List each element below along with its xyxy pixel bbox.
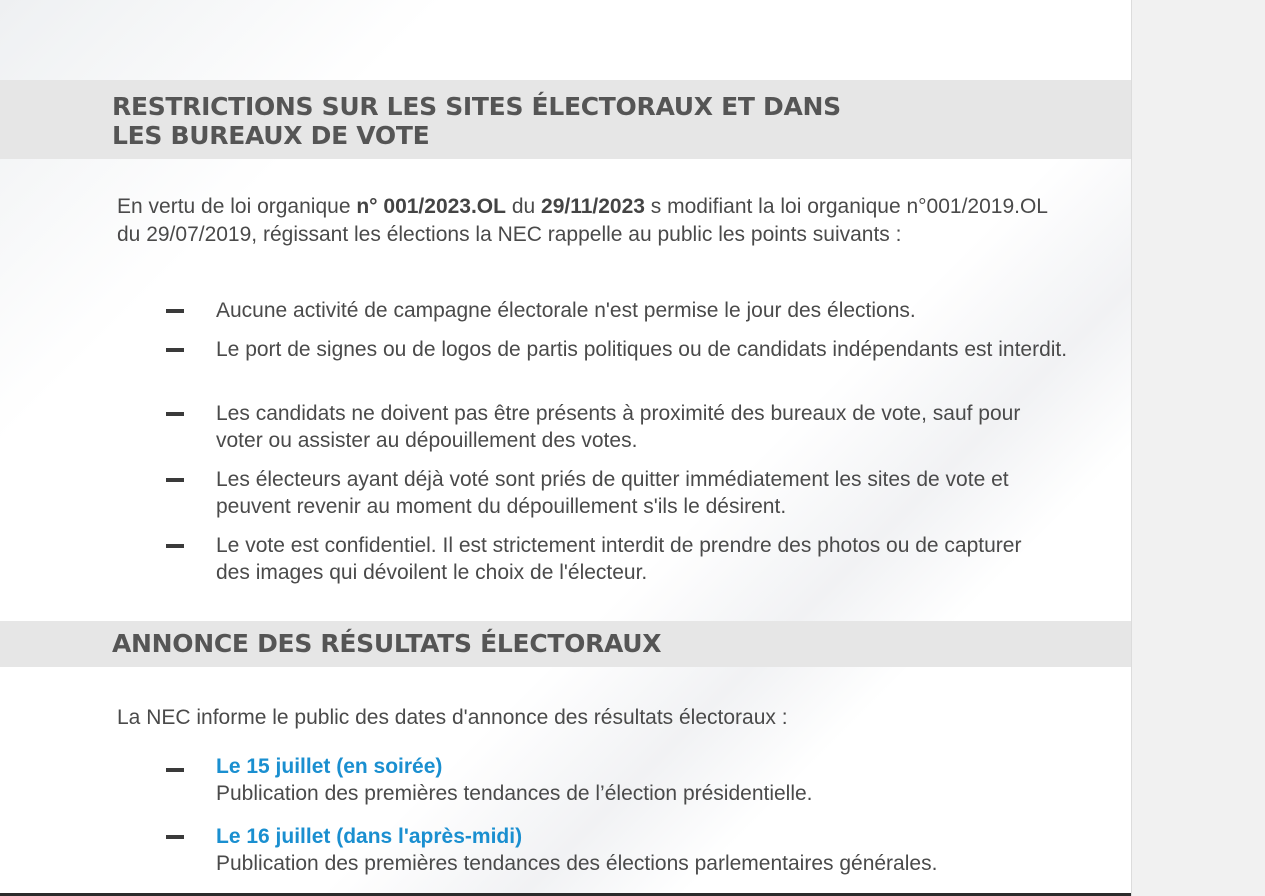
list-item: [216, 400, 1046, 454]
list-item: [216, 823, 1096, 877]
dash-bullet-icon: [166, 348, 184, 352]
section-title-restrictions: RESTRICTIONS SUR LES SITES ÉLECTORAUX ET DANS LES BUREAUX DE VOTE: [112, 92, 841, 150]
list-item-text: Le vote est confidentiel. Il est strictement interdit de prendre des photos ou de capturer des images qui dévoilent le choix de l'électeur.: [216, 534, 1022, 584]
intro-text: En vertu de loi organique: [117, 195, 357, 218]
announcement-date: Le 15 juillet (en soirée): [216, 755, 443, 778]
side-panel: [1131, 0, 1265, 896]
dash-bullet-icon: [166, 478, 184, 482]
announcement-text: Publication des premières tendances des élections parlementaires générales.: [216, 852, 938, 875]
law-date: 29/11/2023: [541, 195, 645, 218]
law-number: n° 001/2023.OL: [356, 195, 506, 218]
dash-bullet-icon: [166, 768, 184, 772]
list-item-text: Le port de signes ou de logos de partis politiques ou de candidats indépendants est interdit.: [216, 338, 1068, 361]
dash-bullet-icon: [166, 835, 184, 839]
section-title-results: ANNONCE DES RÉSULTATS ÉLECTORAUX: [112, 629, 662, 658]
results-intro: La NEC informe le public des dates d'annonce des résultats électoraux :: [117, 706, 788, 729]
list-item: [216, 466, 1026, 520]
announcement-text: Publication des premières tendances de l’élection présidentielle.: [216, 782, 813, 805]
section-header-restrictions: [0, 80, 1131, 159]
intro-text: du: [505, 195, 542, 218]
restrictions-intro: [117, 193, 1057, 249]
list-item-text: Aucune activité de campagne électorale n'est permise le jour des élections.: [216, 299, 916, 322]
announcement-date: Le 16 juillet (dans l'après-midi): [216, 825, 523, 848]
dash-bullet-icon: [166, 544, 184, 548]
list-item: [216, 336, 1076, 363]
list-item: [216, 297, 1096, 324]
intro-text: s modifiant la loi organique n°001/2019.OL du 29/07/2019, régissant les élections la NEC rappelle au public les points suivants :: [117, 195, 1048, 246]
list-item-text: Les électeurs ayant déjà voté sont priés de quitter immédiatement les sites de vote et peuvent revenir au moment du dépouillement s'ils le désirent.: [216, 468, 1009, 518]
list-item: [216, 753, 1096, 807]
list-item: [216, 532, 1026, 586]
section-header-results: [0, 621, 1131, 667]
dash-bullet-icon: [166, 412, 184, 416]
list-item-text: Les candidats ne doivent pas être présents à proximité des bureaux de vote, sauf pour voter ou assister au dépouillement des votes.: [216, 402, 1021, 452]
dash-bullet-icon: [166, 309, 184, 313]
